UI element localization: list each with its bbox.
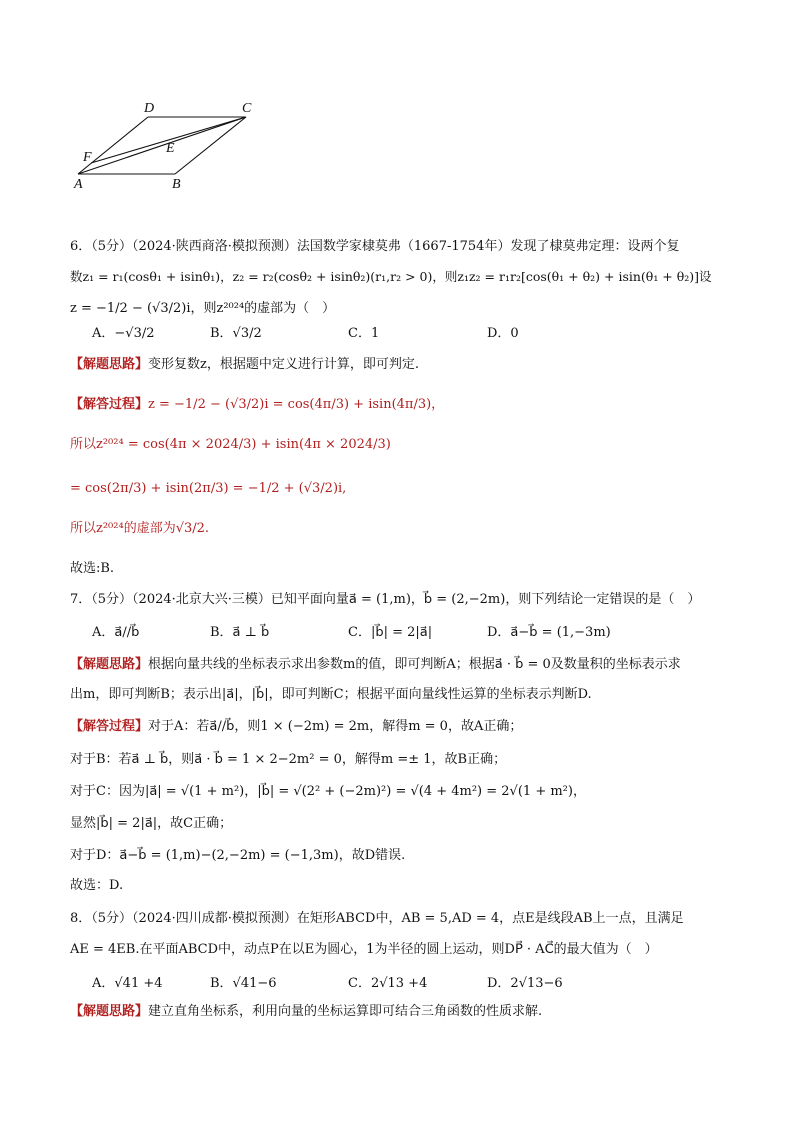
q7-option-d[interactable]: D．a⃗−b⃗ = (1,−3m)	[487, 625, 611, 640]
q6-hint-label: 【解题思路】	[70, 357, 149, 372]
q6-process-label: 【解答过程】	[70, 397, 149, 412]
q8-stem-line2: AE = 4EB.在平面ABCD中，动点P在以E为圆心，1为半径的圆上运动，则DP⃗ · AC⃗的最大值为（ ）	[70, 942, 658, 957]
q6-option-b[interactable]: B．√3/2	[210, 326, 262, 341]
label-F: F	[83, 150, 92, 165]
q7-hint-text1: 根据向量共线的坐标表示求出参数m的值，即可判断A；根据a⃗ · b⃗ = 0及数量积的坐标表示求	[148, 657, 681, 672]
q6-option-d[interactable]: D．0	[487, 326, 519, 341]
q6-option-c[interactable]: C．1	[348, 326, 380, 341]
q7-hint	[70, 656, 681, 674]
q6-option-a[interactable]: A．−√3/2	[92, 326, 155, 341]
q7-option-a[interactable]: A．a⃗//b⃗	[92, 625, 140, 640]
parallelogram-figure	[70, 96, 260, 196]
q8-hint-label: 【解题思路】	[70, 1004, 149, 1019]
q6-stem-line3: z = −1/2 − (√3/2)i，则z²⁰²⁴的虚部为（ ）	[70, 301, 336, 316]
q8-option-a[interactable]: A．√41 +4	[92, 976, 163, 991]
q8-option-c[interactable]: C．2√13 +4	[348, 976, 428, 991]
q6-stem-line2: 数z₁ = r₁(cosθ₁ + isinθ₁)，z₂ = r₂(cosθ₂ + isinθ₂)(r₁,r₂ > 0)，则z₁z₂ = r₁r₂[cos(θ₁ + θ₂) + isin(θ₁ + θ₂)]设	[70, 269, 712, 284]
q6-line3: = cos(2π/3) + isin(2π/3) = −1/2 + (√3/2)i,	[70, 481, 347, 496]
q7-line2: 对于B：若a⃗ ⊥ b⃗，则a⃗ · b⃗ = 1 × 2−2m² = 0，解得m =± 1，故B正确；	[70, 752, 507, 767]
q7-line5: 对于D：a⃗−b⃗ = (1,m)−(2,−2m) = (−1,3m)，故D错误.	[70, 848, 406, 863]
q6-hint-text: 变形复数z，根据题中定义进行计算，即可判定.	[148, 357, 419, 372]
q7-line4: 显然|b⃗| = 2|a⃗|，故C正确；	[70, 816, 233, 831]
q6-answer: 故选:B.	[70, 561, 115, 576]
q7-answer: 故选：D.	[70, 878, 124, 893]
q7-hint-label: 【解题思路】	[70, 657, 149, 672]
q8-stem-line1: 8．（5分）（2024·四川成都·模拟预测）在矩形ABCD中，AB = 5,AD = 4，点E是线段AB上一点，且满足	[70, 911, 684, 926]
q7-process-label: 【解答过程】	[70, 719, 149, 734]
q8-option-d[interactable]: D．2√13−6	[487, 976, 563, 991]
q8-option-b[interactable]: B．√41−6	[210, 976, 277, 991]
q6-process-text: z = −1/2 − (√3/2)i = cos(4π/3) + isin(4π/3)，	[148, 397, 445, 412]
label-C: C	[242, 101, 252, 116]
q7-option-c[interactable]: C．|b⃗| = 2|a⃗|	[348, 625, 433, 640]
label-A: A	[74, 177, 83, 192]
q7-process-text: 对于A：若a⃗//b⃗，则1 × (−2m) = 2m，解得m = 0，故A正确；	[148, 719, 523, 734]
q6-line4: 所以z²⁰²⁴的虚部为√3/2.	[70, 521, 210, 536]
q7-stem: 7．（5分）（2024·北京大兴·三模）已知平面向量a⃗ = (1,m)，b⃗ = (2,−2m)，则下列结论一定错误的是（ ）	[70, 592, 701, 607]
q8-hint-text: 建立直角坐标系，利用向量的坐标运算即可结合三角函数的性质求解.	[148, 1004, 543, 1019]
q7-process	[70, 718, 522, 736]
q7-line3: 对于C：因为|a⃗| = √(1 + m²)，|b⃗| = √(2² + (−2m)²) = √(4 + 4m²) = 2√(1 + m²)，	[70, 784, 586, 799]
q6-process	[70, 396, 444, 414]
q6-line2: 所以z²⁰²⁴ = cos(4π × 2024/3) + isin(4π × 2024/3)	[70, 437, 391, 452]
label-E: E	[166, 141, 175, 156]
q8-hint	[70, 1003, 542, 1021]
q7-option-b[interactable]: B．a⃗ ⊥ b⃗	[210, 625, 270, 640]
label-B: B	[172, 177, 181, 192]
q6-stem-line1: 6．（5分）（2024·陕西商洛·模拟预测）法国数学家棣莫弗（1667-1754年）发现了棣莫弗定理：设两个复	[70, 239, 680, 254]
q6-hint	[70, 356, 419, 374]
label-D: D	[144, 101, 155, 116]
q7-hint-line2: 出m，即可判断B；表示出|a⃗|，|b⃗|，即可判断C；根据平面向量线性运算的坐标表示判断D.	[70, 687, 592, 702]
